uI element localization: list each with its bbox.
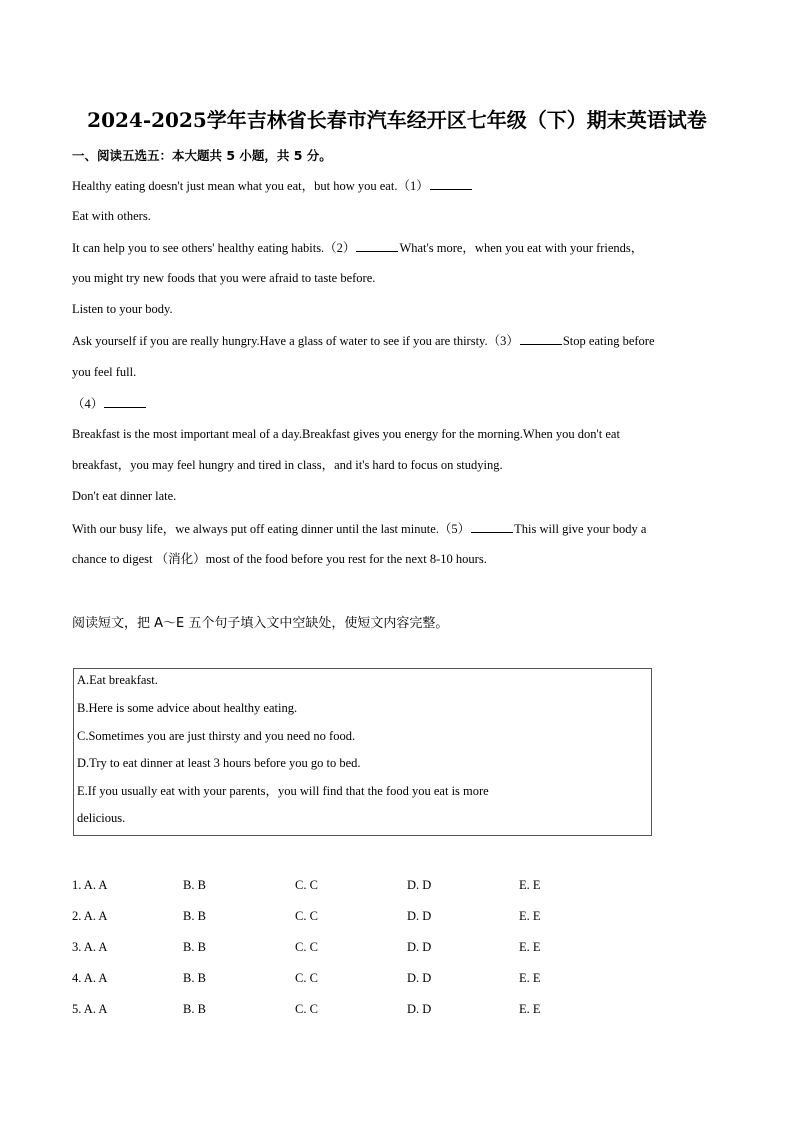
answer-row-4 <box>72 970 672 986</box>
option-e: E.If you usually eat with your parents，you will find that the food you eat is more <box>77 784 489 798</box>
passage-line: Eat with others. <box>72 209 151 223</box>
answer-choice-e[interactable]: E. E <box>519 909 541 923</box>
answer-choice-e[interactable]: E. E <box>519 971 541 985</box>
passage-text: Healthy eating doesn't just mean what you eat，but how you eat.（1） <box>72 179 429 193</box>
passage-line <box>72 239 643 256</box>
answer-choice-d[interactable]: D. D <box>407 1002 432 1016</box>
answer-choice-e[interactable]: E. E <box>519 940 541 954</box>
answer-choice-a[interactable]: 2. A. A <box>72 909 108 923</box>
answer-choice-d[interactable]: D. D <box>407 940 432 954</box>
answer-choice-c[interactable]: C. C <box>295 1002 318 1016</box>
page-title: 2024-2025学年吉林省长春市汽车经开区七年级（下）期末英语试卷 <box>87 108 707 132</box>
section-heading: 一、阅读五选五：本大题共 5 小题，共 5 分。 <box>72 148 332 163</box>
options-box <box>73 668 652 836</box>
option-c: C.Sometimes you are just thirsty and you need no food. <box>77 729 356 743</box>
instruction: 阅读短文，把 A～E 五个句子填入文中空缺处，使短文内容完整。 <box>72 616 449 631</box>
blank-4 <box>104 395 146 408</box>
answer-choice-b[interactable]: B. B <box>183 909 206 923</box>
answer-row-3 <box>72 939 672 955</box>
answer-choice-d[interactable]: D. D <box>407 878 432 892</box>
answer-choice-d[interactable]: D. D <box>407 909 432 923</box>
passage-text: Stop eating before <box>562 334 655 348</box>
answer-row-2 <box>72 908 672 924</box>
answer-choice-c[interactable]: C. C <box>295 878 318 892</box>
passage-line: chance to digest （消化）most of the food before you rest for the next 8-10 hours. <box>72 552 487 566</box>
passage-text: （4） <box>72 397 104 411</box>
answer-choice-b[interactable]: B. B <box>183 971 206 985</box>
passage-line <box>72 177 473 194</box>
answer-choice-a[interactable]: 5. A. A <box>72 1002 108 1016</box>
passage-line: you might try new foods that you were afraid to taste before. <box>72 271 376 285</box>
answer-choice-c[interactable]: C. C <box>295 909 318 923</box>
passage-line: you feel full. <box>72 365 137 379</box>
passage-text: Ask yourself if you are really hungry.Have a glass of water to see if you are thirsty.（3） <box>72 334 519 348</box>
answer-choice-a[interactable]: 3. A. A <box>72 940 108 954</box>
answer-choice-e[interactable]: E. E <box>519 1002 541 1016</box>
blank-3 <box>520 332 562 345</box>
option-d: D.Try to eat dinner at least 3 hours before you go to bed. <box>77 756 361 770</box>
passage-line <box>72 332 655 349</box>
answer-choice-d[interactable]: D. D <box>407 971 432 985</box>
answer-row-5 <box>72 1001 672 1017</box>
passage-line: Listen to your body. <box>72 302 173 316</box>
answer-row-1 <box>72 877 672 893</box>
passage-line <box>72 395 147 412</box>
passage-line: breakfast，you may feel hungry and tired in class，and it's hard to focus on studying. <box>72 458 503 472</box>
passage-text: What's more，when you eat with your friends， <box>399 241 644 255</box>
passage-text: With our busy life，we always put off eating dinner until the last minute.（5） <box>72 522 471 536</box>
answer-choice-c[interactable]: C. C <box>295 971 318 985</box>
passage-text: This will give your body a <box>514 522 647 536</box>
option-a: A.Eat breakfast. <box>77 673 158 687</box>
passage-text: It can help you to see others' healthy eating habits.（2） <box>72 241 356 255</box>
answer-choice-b[interactable]: B. B <box>183 1002 206 1016</box>
answer-choice-b[interactable]: B. B <box>183 878 206 892</box>
passage-line: Breakfast is the most important meal of a day.Breakfast gives you energy for the morning.When you don't eat <box>72 427 620 441</box>
answer-choice-a[interactable]: 4. A. A <box>72 971 108 985</box>
passage-line <box>72 520 646 537</box>
option-b: B.Here is some advice about healthy eating. <box>77 701 298 715</box>
answer-choice-a[interactable]: 1. A. A <box>72 878 108 892</box>
answer-choice-b[interactable]: B. B <box>183 940 206 954</box>
blank-5 <box>471 520 513 533</box>
option-e-continued: delicious. <box>77 811 126 825</box>
answer-choice-c[interactable]: C. C <box>295 940 318 954</box>
blank-1 <box>430 177 472 190</box>
answer-choice-e[interactable]: E. E <box>519 878 541 892</box>
passage-line: Don't eat dinner late. <box>72 489 177 503</box>
blank-2 <box>356 239 398 252</box>
